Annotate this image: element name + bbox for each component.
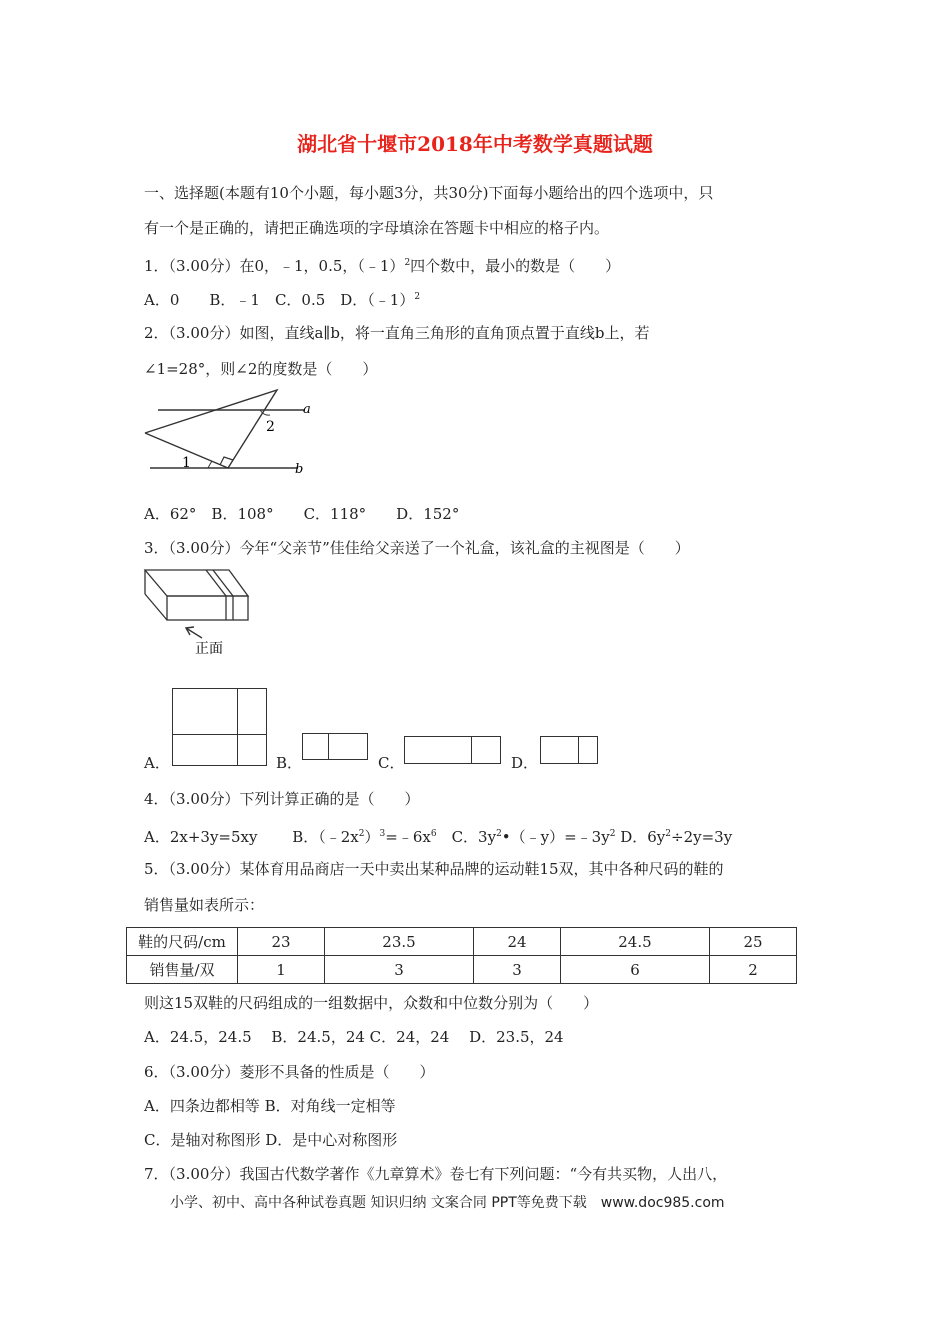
table-row <box>127 928 797 956</box>
q3-gift-box-figure <box>140 565 255 660</box>
table-header-count: 销售量/双 <box>127 956 238 984</box>
q5-stem-line3: 则这15双鞋的尺码组成的一组数据中，众数和中位数分别为（ ） <box>144 994 599 1012</box>
line-a-label: a <box>303 402 311 417</box>
q2-options: A．62° B．108° C．118° D．152° <box>144 505 460 523</box>
q6-options-line2: C．是轴对称图形 D．是中心对称图形 <box>144 1131 398 1149</box>
q7-stem: 7．（3.00分）我国古代数学著作《九章算术》卷七有下列问题：“今有共买物，人出八， <box>144 1165 728 1183</box>
q3-option-d-label: D． <box>511 754 539 772</box>
section-instructions-line2: 有一个是正确的，请把正确选项的字母填涂在答题卡中相应的格子内。 <box>144 219 610 237</box>
q2-stem-line1: 2．（3.00分）如图，直线a∥b，将一直角三角形的直角顶点置于直线b上，若 <box>144 324 650 342</box>
shoe-size-table <box>126 927 797 984</box>
table-cell: 25 <box>709 928 796 956</box>
q3-option-a-label: A． <box>144 754 170 772</box>
q4-stem: 4．（3.00分）下列计算正确的是（ ） <box>144 790 420 808</box>
q3-option-b-divider <box>328 733 329 760</box>
front-label: 正面 <box>195 641 223 657</box>
angle-1-label: 1 <box>182 455 191 471</box>
q6-stem: 6．（3.00分）菱形不具备的性质是（ ） <box>144 1063 435 1081</box>
q1-stem: 1．（3.00分）在0，﹣1，0.5，（﹣1）$^2$四个数中，最小的数是（ ） <box>144 257 621 275</box>
footer-text: 小学、初中、高中各种试卷真题 知识归纳 文案合同 PPT等免费下载 www.doc985.com <box>170 1195 725 1211</box>
table-row <box>127 956 797 984</box>
q3-option-c-divider <box>471 736 472 764</box>
q3-option-b-label: B． <box>276 754 303 772</box>
table-cell: 3 <box>325 956 474 984</box>
table-header-size: 鞋的尺码/cm <box>127 928 238 956</box>
q3-option-a-figure <box>172 688 267 766</box>
q2-figure <box>140 385 320 480</box>
table-cell: 3 <box>473 956 560 984</box>
q3-option-c-figure <box>404 736 501 764</box>
q6-options-line1: A．四条边都相等 B．对角线一定相等 <box>144 1097 396 1115</box>
q3-option-c-label: C． <box>378 754 405 772</box>
table-cell: 1 <box>238 956 325 984</box>
table-cell: 23.5 <box>325 928 474 956</box>
table-cell: 24.5 <box>560 928 709 956</box>
q3-option-a-divider-h <box>172 734 267 735</box>
table-cell: 2 <box>709 956 796 984</box>
q1-options: A．0 B．﹣1 C．0.5 D．（﹣1）$^2$ <box>144 291 421 309</box>
q4-options: A．2x+3y=5xy B．$(﹣2x^2)^3=﹣6x^6$ C．$3y^2•(﹣y)=﹣3y^2$ D．$6y^2\div 2y=3y$ <box>144 828 733 846</box>
q5-stem-line1: 5．（3.00分）某体育用品商店一天中卖出某种品牌的运动鞋15双，其中各种尺码的鞋的 <box>144 860 724 878</box>
q3-option-d-divider <box>578 736 579 764</box>
table-cell: 6 <box>560 956 709 984</box>
table-cell: 23 <box>238 928 325 956</box>
q2-stem-line2: ∠1=28°，则∠2的度数是（ ） <box>144 360 378 378</box>
q5-options: A．24.5，24.5 B．24.5，24 C．24，24 D．23.5，24 <box>144 1028 564 1046</box>
angle-2-label: 2 <box>266 419 275 435</box>
q3-option-a-divider-v <box>237 688 238 766</box>
q3-option-b-figure <box>302 733 368 760</box>
q3-option-d-figure <box>540 736 598 764</box>
q5-stem-line2: 销售量如表所示： <box>144 896 265 914</box>
table-cell: 24 <box>473 928 560 956</box>
section-instructions-line1: 一、选择题(本题有10个小题，每小题3分，共30分)下面每小题给出的四个选项中，只 <box>144 184 714 202</box>
line-b-label: b <box>295 462 304 477</box>
q3-stem: 3．（3.00分）今年“父亲节”佳佳给父亲送了一个礼盒，该礼盒的主视图是（ ） <box>144 539 690 557</box>
page-title: 湖北省十堰市2018年中考数学真题试题 <box>297 132 653 156</box>
